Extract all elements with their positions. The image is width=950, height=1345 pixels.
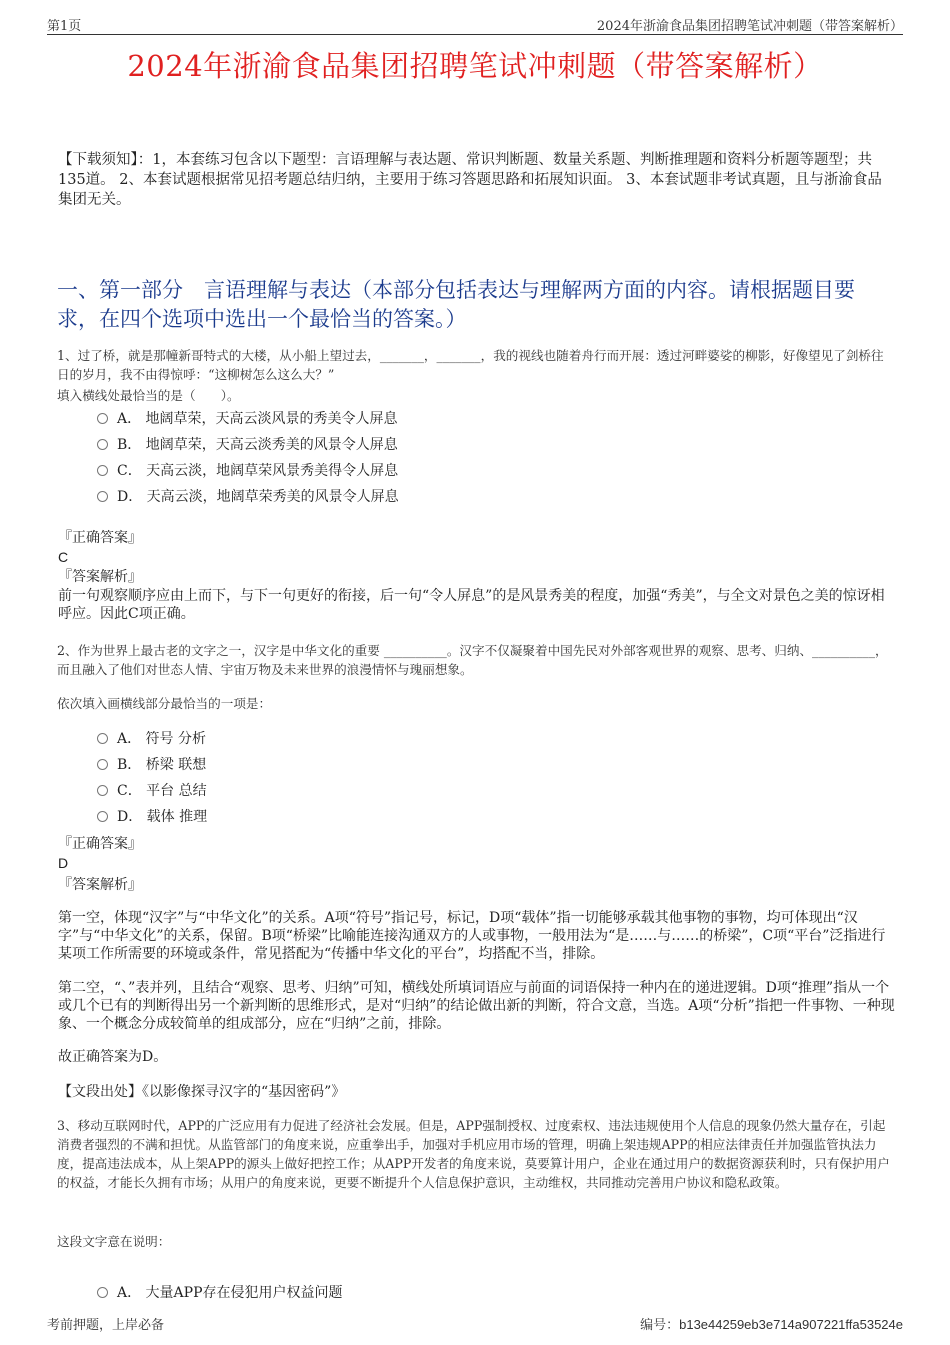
- q1-option-a[interactable]: [97, 410, 398, 428]
- header-doc-title: 2024年浙渝食品集团招聘笔试冲刺题（带答案解析）: [596, 19, 903, 34]
- option-label: A． 大量APP存在侵犯用户权益问题: [117, 1285, 343, 1301]
- header-divider: [47, 34, 903, 35]
- q2-analysis-paragraph-2: 第二空，“、”表并列，且结合“观察、思考、归纳”可知，横线处所填词语应与前面的词语保持一种内在的递进逻辑。D项“推理”指从一个或几个已有的判断得出另一个新判断的思维形式，是对“归纳”的结论做出新的判断，符合文意，当选。A项“分析”指把一件事物、一种现象、一个概念分成较简单的组成部分，应在“归纳”之前，排除。: [58, 980, 895, 1032]
- option-label: C． 天高云淡，地阔草荣风景秀美得令人屏息: [117, 463, 399, 479]
- question-2-prompt: 依次填入画横线部分最恰当的一项是：: [57, 696, 272, 711]
- option-label: D． 天高云淡，地阔草荣秀美的风景令人屏息: [117, 489, 399, 505]
- radio-icon[interactable]: [97, 1287, 108, 1298]
- question-2-text: 2、作为世界上最古老的文字之一，汉字是中华文化的重要 __________。汉字不仅凝聚着中国先民对外部客观世界的观察、思考、归纳、__________，而且融入了他们对世态人情、宇宙万物及未来世界的浪漫情怀与瑰丽想象。: [57, 643, 888, 677]
- radio-icon[interactable]: [97, 465, 108, 476]
- q2-analysis-paragraph-1: 第一空，体现“汉字”与“中华文化”的关系。A项“符号”指记号，标记，D项“载体”指一切能够承载其他事物的事物，均可体现出“汉字”与“中华文化”的关系，保留。B项“桥梁”比喻能连接沟通双方的人或事物，一般用法为“是……与……的桥梁”，C项“平台”泛指进行某项工作所需要的环境或条件，常见搭配为“传播中华文化的平台”，均搭配不当，排除。: [58, 910, 886, 962]
- radio-icon[interactable]: [97, 759, 108, 770]
- section-heading: 一、第一部分 言语理解与表达（本部分包括表达与理解两方面的内容。请根据题目要求，在四个选项中选出一个最恰当的答案。）: [57, 278, 855, 331]
- q2-answer-label: 『正确答案』: [58, 836, 142, 852]
- option-label: C． 平台 总结: [117, 783, 207, 799]
- q2-analysis-label: 『答案解析』: [58, 877, 142, 893]
- footer-doc-id: 编号：b13e44259eb3e714a907221ffa53524e: [640, 1317, 903, 1332]
- question-3-prompt: 这段文字意在说明：: [57, 1234, 171, 1249]
- q2-option-b[interactable]: [97, 756, 206, 774]
- question-1-text: 1、过了桥，就是那幢新哥特式的大楼，从小船上望过去，_______，_______，我的视线也随着舟行而开展：透过河畔婆娑的柳影，好像望见了剑桥往日的岁月，我不由得惊呼：“这柳树怎么这么大？”: [57, 348, 884, 382]
- q1-option-c[interactable]: [97, 462, 398, 480]
- q3-option-a[interactable]: [97, 1284, 343, 1302]
- radio-icon[interactable]: [97, 785, 108, 796]
- download-notice: 【下载须知】：1，本套练习包含以下题型：言语理解与表达题、常识判断题、数量关系题、判断推理题和资料分析题等题型；共135道。 2、本套试题根据常见招考题总结归纳，主要用于练习答题思路和拓展知识面。 3、本套试题非考试真题，且与浙渝食品集团无关。: [58, 152, 882, 208]
- q1-answer-label: 『正确答案』: [58, 530, 142, 546]
- radio-icon[interactable]: [97, 733, 108, 744]
- q2-option-d[interactable]: [97, 808, 207, 826]
- q2-conclusion: 故正确答案为D。: [58, 1049, 168, 1065]
- q1-analysis: 前一句观察顺序应由上而下，与下一句更好的衔接，后一句“令人屏息”的是风景秀美的程度，加强“秀美”，与全文对景色之美的惊讶相呼应。因此C项正确。: [58, 588, 885, 622]
- option-label: D． 载体 推理: [117, 809, 208, 825]
- radio-icon[interactable]: [97, 811, 108, 822]
- page-number: 第1页: [47, 19, 82, 34]
- radio-icon[interactable]: [97, 413, 108, 424]
- radio-icon[interactable]: [97, 439, 108, 450]
- q1-option-d[interactable]: [97, 488, 399, 506]
- option-label: A． 地阔草荣，天高云淡风景的秀美令人屏息: [117, 411, 398, 427]
- q1-answer: C: [58, 549, 69, 565]
- q2-option-a[interactable]: [97, 730, 206, 748]
- document-title: 2024年浙渝食品集团招聘笔试冲刺题（带答案解析）: [127, 49, 823, 83]
- option-label: B． 地阔草荣，天高云淡秀美的风景令人屏息: [117, 437, 398, 453]
- question-3-text: 3、移动互联网时代，APP的广泛应用有力促进了经济社会发展。但是，APP强制授权、过度索权、违法违规使用个人信息的现象仍然大量存在，引起消费者强烈的不满和担忧。从监管部门的角度来说，应重拳出手，加强对手机应用市场的管理，明确上架违规APP的相应法律责任并加强监管执法力度，提高违法成本，从上架APP的源头上做好把控工作；从APP开发者的角度来说，莫要算计用户，企业在通过用户的数据资源获利时，只有保护用户的权益，才能长久拥有市场；从用户的角度来说，更要不断提升个人信息保护意识，主动维权，共同推动完善用户协议和隐私政策。: [57, 1118, 890, 1190]
- radio-icon[interactable]: [97, 491, 108, 502]
- option-label: B． 桥梁 联想: [117, 757, 207, 773]
- q2-source: 【文段出处】《以影像探寻汉字的“基因密码”》: [58, 1084, 346, 1100]
- q1-analysis-label: 『答案解析』: [58, 569, 142, 585]
- option-label: A． 符号 分析: [117, 731, 207, 747]
- q2-answer: D: [58, 855, 69, 871]
- footer-slogan: 考前押题，上岸必备: [47, 1318, 165, 1333]
- question-1-prompt: 填入横线处最恰当的是（ ）。: [57, 388, 240, 403]
- q2-option-c[interactable]: [97, 782, 207, 800]
- q1-option-b[interactable]: [97, 436, 398, 454]
